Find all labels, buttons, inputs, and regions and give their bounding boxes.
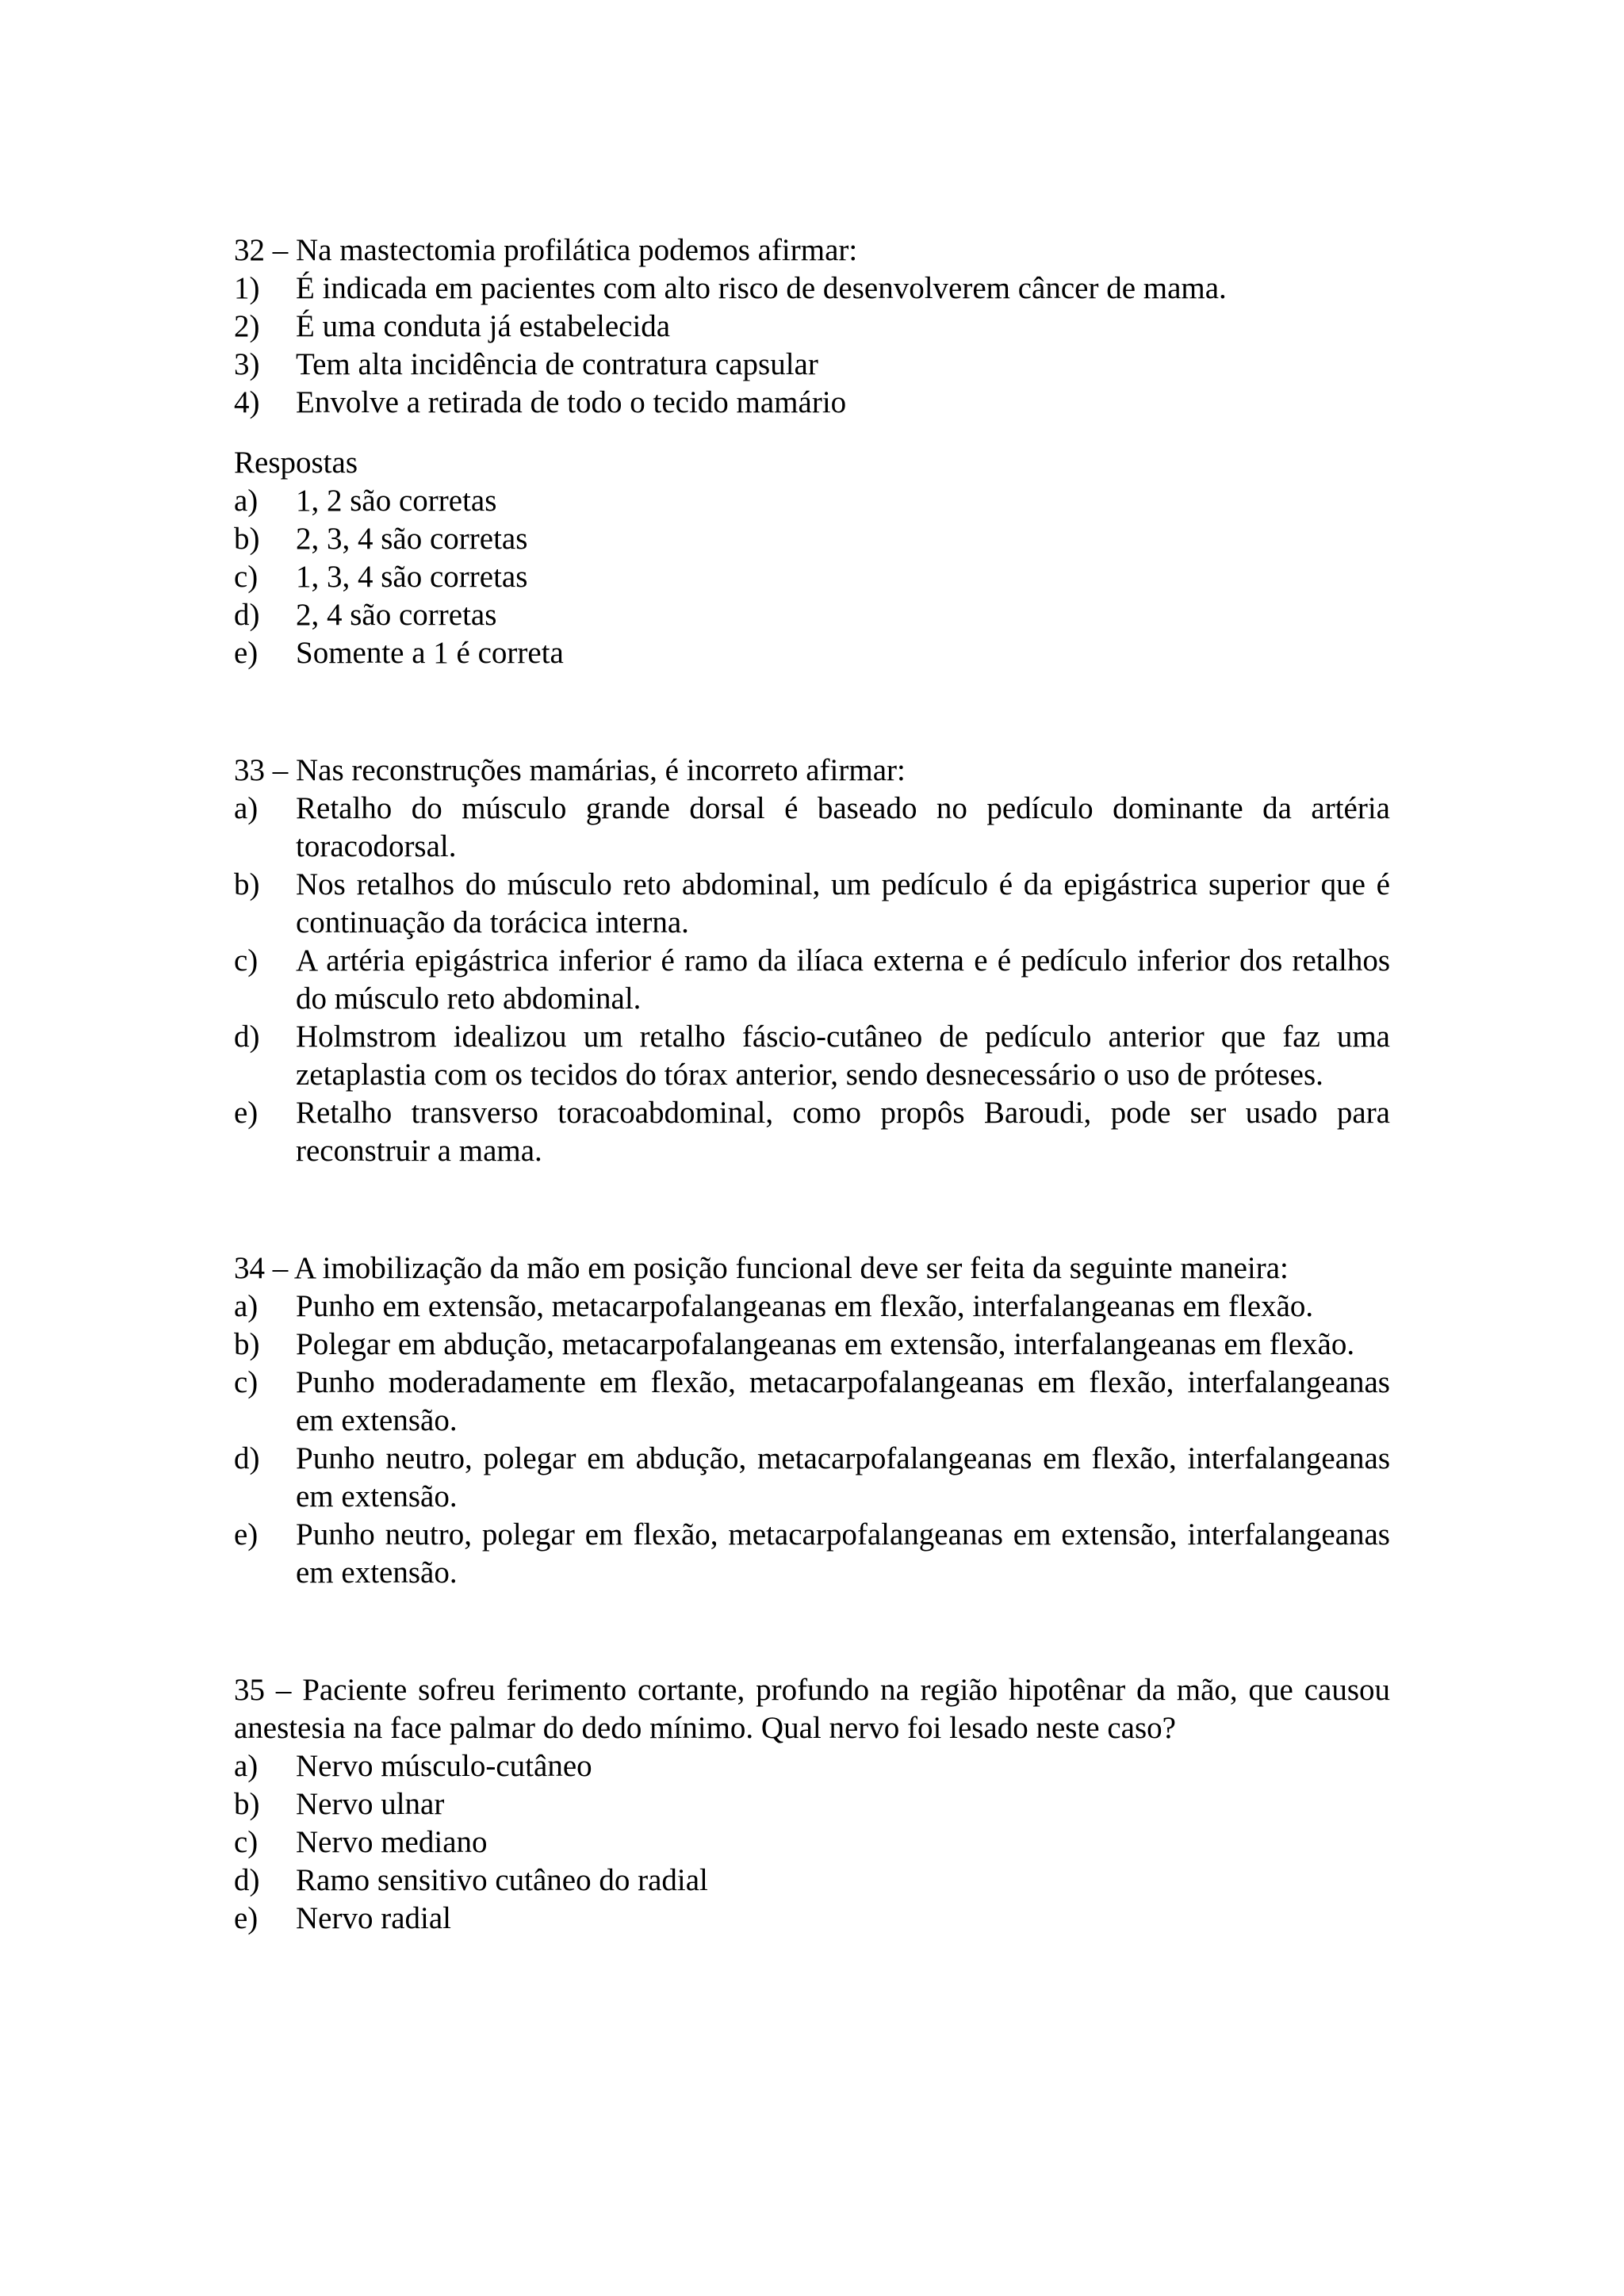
option-marker: b): [234, 867, 260, 901]
answer-option: [234, 1018, 1390, 1094]
option-text: A artéria epigástrica inferior é ramo da ilíaca externa e é pedículo inferior dos retalhos do músculo reto abdominal.: [296, 943, 1390, 1016]
option-text: 1, 3, 4 são corretas: [296, 560, 528, 594]
statement-marker: 1): [234, 271, 260, 305]
question-34: [234, 1249, 1390, 1592]
statement-text: Envolve a retirada de todo o tecido mamário: [296, 385, 847, 419]
option-marker: c): [234, 1825, 259, 1859]
answer-option: [234, 1785, 1390, 1823]
answer-option: [234, 1326, 1390, 1364]
option-marker: e): [234, 1096, 259, 1130]
statement-marker: 3): [234, 347, 260, 381]
option-marker: d): [234, 1020, 260, 1054]
statement-item: [234, 308, 1390, 346]
option-marker: d): [234, 1863, 260, 1897]
option-text: Punho neutro, polegar em abdução, metacarpofalangeanas em flexão, interfalangeanas em extensão.: [296, 1441, 1390, 1513]
statement-text: É indicada em pacientes com alto risco de desenvolverem câncer de mama.: [296, 271, 1227, 305]
question-stem: 35 – Paciente sofreu ferimento cortante, profundo na região hipotênar da mão, que causou anestesia na face palmar do dedo mínimo. Qual nervo foi lesado neste caso?: [234, 1673, 1390, 1745]
option-text: Somente a 1 é correta: [296, 636, 564, 670]
option-text: Nos retalhos do músculo reto abdominal, um pedículo é da epigástrica superior que é continuação da torácica interna.: [296, 867, 1390, 939]
option-marker: a): [234, 1749, 259, 1783]
option-marker: b): [234, 1327, 260, 1361]
option-text: Punho em extensão, metacarpofalangeanas em flexão, interfalangeanas em flexão.: [296, 1289, 1314, 1323]
answers-heading: Respostas: [234, 446, 358, 480]
answer-option: [234, 1288, 1390, 1326]
question-stem: 33 – Nas reconstruções mamárias, é incorreto afirmar:: [234, 753, 906, 787]
answer-option: [234, 1516, 1390, 1592]
question-spacer: [234, 672, 1390, 752]
answer-option: [234, 634, 1390, 672]
answer-option: [234, 520, 1390, 558]
statement-text: É uma conduta já estabelecida: [296, 309, 671, 343]
exam-content: [234, 232, 1390, 1938]
answer-option: [234, 1900, 1390, 1938]
option-text: Ramo sensitivo cutâneo do radial: [296, 1863, 708, 1897]
option-marker: d): [234, 598, 260, 632]
question-stem: 32 – Na mastectomia profilática podemos afirmar:: [234, 233, 858, 267]
answer-option: [234, 790, 1390, 866]
answer-option: [234, 866, 1390, 942]
question-stem: 34 – A imobilização da mão em posição funcional deve ser feita da seguinte maneira:: [234, 1251, 1289, 1285]
question-35: [234, 1671, 1390, 1938]
option-marker: b): [234, 1787, 260, 1821]
answer-option: [234, 482, 1390, 520]
answer-option: [234, 558, 1390, 596]
answer-option: [234, 1440, 1390, 1516]
option-text: Nervo mediano: [296, 1825, 488, 1859]
option-text: Retalho transverso toracoabdominal, como propôs Baroudi, pode ser usado para reconstruir a mama.: [296, 1096, 1390, 1168]
option-marker: c): [234, 1365, 259, 1399]
answer-option: [234, 1364, 1390, 1440]
answer-option: [234, 596, 1390, 634]
statement-marker: 4): [234, 385, 260, 419]
option-text: Nervo radial: [296, 1901, 451, 1935]
option-marker: e): [234, 636, 259, 670]
option-marker: a): [234, 1289, 259, 1323]
statement-item: [234, 384, 1390, 422]
option-text: 2, 3, 4 são corretas: [296, 522, 528, 556]
question-spacer: [234, 1170, 1390, 1249]
question-32: [234, 232, 1390, 672]
option-marker: e): [234, 1517, 259, 1552]
statement-marker: 2): [234, 309, 260, 343]
question-33: [234, 752, 1390, 1170]
option-marker: c): [234, 943, 259, 978]
option-text: Nervo músculo-cutâneo: [296, 1749, 592, 1783]
option-marker: c): [234, 560, 259, 594]
option-text: Polegar em abdução, metacarpofalangeanas em extensão, interfalangeanas em flexão.: [296, 1327, 1355, 1361]
option-text: Nervo ulnar: [296, 1787, 445, 1821]
answer-option: [234, 1823, 1390, 1862]
option-text: 2, 4 são corretas: [296, 598, 497, 632]
statement-item: [234, 346, 1390, 384]
option-text: 1, 2 são corretas: [296, 484, 497, 518]
answer-option: [234, 1747, 1390, 1785]
option-marker: a): [234, 791, 259, 825]
answer-option: [234, 942, 1390, 1018]
answer-option: [234, 1862, 1390, 1900]
statement-item: [234, 270, 1390, 308]
option-marker: a): [234, 484, 259, 518]
question-spacer: [234, 1592, 1390, 1671]
statement-text: Tem alta incidência de contratura capsular: [296, 347, 818, 381]
option-marker: e): [234, 1901, 259, 1935]
option-marker: b): [234, 522, 260, 556]
option-marker: d): [234, 1441, 260, 1475]
option-text: Holmstrom idealizou um retalho fáscio-cutâneo de pedículo anterior que faz uma zetaplastia com os tecidos do tórax anterior, sendo desnecessário o uso de próteses.: [296, 1020, 1390, 1092]
option-text: Punho neutro, polegar em flexão, metacarpofalangeanas em extensão, interfalangeanas em extensão.: [296, 1517, 1390, 1590]
answer-option: [234, 1094, 1390, 1170]
option-text: Punho moderadamente em flexão, metacarpofalangeanas em flexão, interfalangeanas em extensão.: [296, 1365, 1390, 1437]
option-text: Retalho do músculo grande dorsal é baseado no pedículo dominante da artéria toracodorsal.: [296, 791, 1390, 863]
